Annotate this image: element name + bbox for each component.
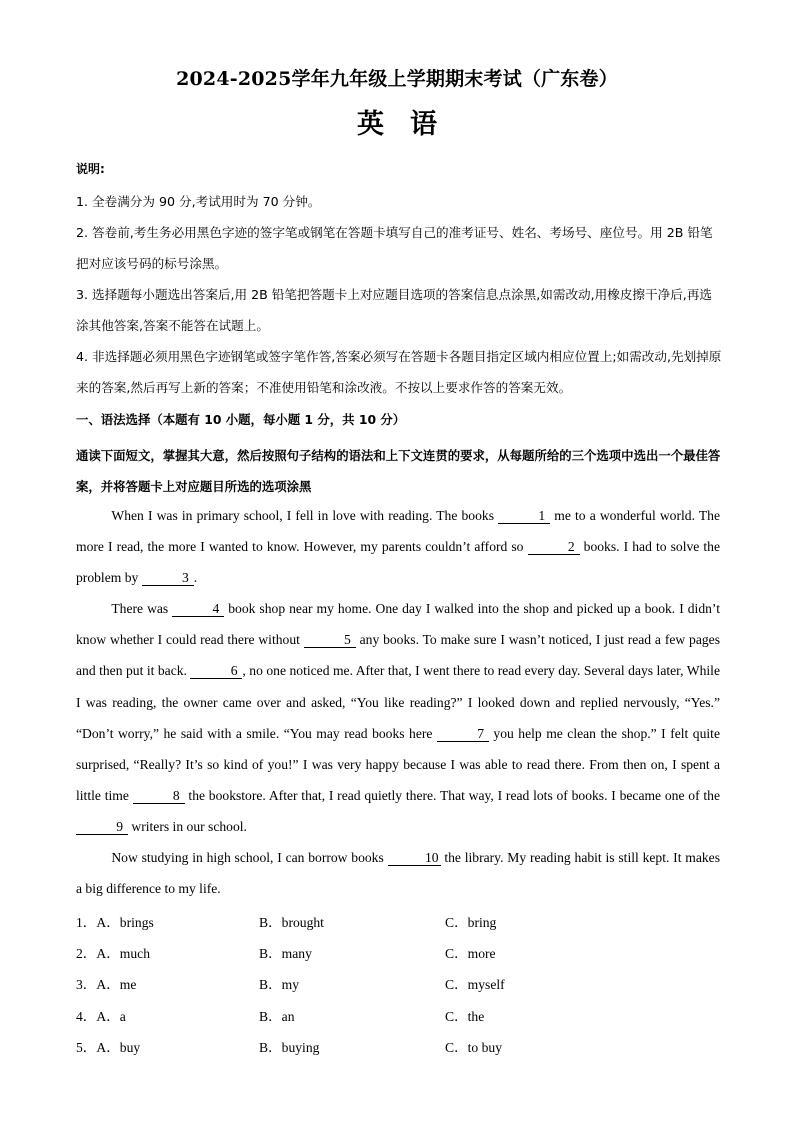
question-row bbox=[76, 999, 724, 1030]
exam-title: 2024-2025学年九年级上学期期末考试（广东卷） bbox=[176, 68, 618, 90]
passage-text: . bbox=[193, 570, 198, 586]
blank-4: 4 bbox=[172, 602, 224, 617]
passage-text: any books. To make sure I wasn’t noticed, I just read a few pages and then put it back. bbox=[76, 632, 720, 679]
blank-10: 10 bbox=[388, 851, 441, 866]
reading-passage bbox=[76, 500, 720, 904]
instructions-block bbox=[76, 160, 724, 403]
section-title: 一、语法选择（本题有 10 小题，每小题 1 分，共 10 分） bbox=[76, 412, 406, 427]
question-row bbox=[76, 905, 724, 936]
blank-8: 8 bbox=[133, 789, 185, 804]
option-c: C．the bbox=[445, 1008, 485, 1024]
option-c: C．myself bbox=[445, 977, 505, 993]
blank-9: 9 bbox=[76, 820, 128, 835]
option-b: B．an bbox=[259, 1008, 295, 1024]
option-a: 3．A．me bbox=[76, 977, 137, 993]
section-instruction: 通读下面短文，掌握其大意，然后按照句子结构的语法和上下文连贯的要求，从每题所给的三个选项中选出一个最佳答案，并将答题卡上对应题目所选的选项涂黑 bbox=[76, 448, 721, 494]
instruction-item: 3. 选择题每小题选出答案后,用 2B 铅笔把答题卡上对应题目选项的答案信息点涂黑,如需改动,用橡皮擦干净后,再选涂其他答案,答案不能答在试题上。 bbox=[76, 287, 713, 333]
passage-text: me to a wonderful world. The more I read, the more I wanted to know. However, my parents couldn’t afford so bbox=[76, 508, 720, 555]
subject-title: 英语 bbox=[357, 109, 463, 140]
passage-text: the library. My reading habit is still kept. It makes a big difference to my life. bbox=[76, 850, 721, 897]
instruction-item: 4. 非选择题必须用黑色字迹钢笔或签字笔作答,答案必须写在答题卡各题目指定区域内相应位置上;如需改动,先划掉原来的答案,然后再写上新的答案；不准使用铅笔和涂改液。不按以上要求作答的答案无效。 bbox=[76, 349, 722, 395]
passage-text: books. I had to solve the problem by bbox=[76, 539, 721, 586]
option-c: C．bring bbox=[445, 915, 497, 930]
passage-text: Now studying in high school, I can borrow books bbox=[111, 850, 388, 866]
answer-options bbox=[76, 905, 724, 1061]
question-row bbox=[76, 936, 724, 967]
blank-2: 2 bbox=[528, 540, 580, 555]
blank-5: 5 bbox=[304, 633, 356, 648]
passage-text: , no one noticed me. After that, I went there to read every day. Several days later, While I was reading, the owner came over and asked, “You like reading?” I looked down and replied nervously, “Yes.” “Don’t worry,” he said with a smile. “You may read books here bbox=[76, 663, 720, 741]
blank-3: 3 bbox=[142, 571, 194, 586]
passage-text: the bookstore. After that, I read quietly there. That way, I read lots of books. I became one of the bbox=[184, 787, 720, 803]
option-a: 2．A．much bbox=[76, 946, 151, 962]
option-b: B．buying bbox=[259, 1039, 320, 1055]
blank-1: 1 bbox=[498, 509, 550, 524]
blank-7: 7 bbox=[437, 727, 489, 742]
option-a: 5．A．buy bbox=[76, 1039, 141, 1055]
option-c: C．more bbox=[445, 946, 496, 962]
option-a: 4．A．a bbox=[76, 1008, 126, 1024]
instruction-item: 1. 全卷满分为 90 分,考试用时为 70 分钟。 bbox=[76, 194, 321, 209]
option-b: B．my bbox=[259, 977, 300, 993]
question-row bbox=[76, 1030, 724, 1061]
blank-6: 6 bbox=[190, 664, 242, 679]
option-b: B．brought bbox=[259, 915, 324, 930]
passage-text: When I was in primary school, I fell in love with reading. The books bbox=[111, 508, 499, 523]
option-a: 1．A．brings bbox=[76, 915, 154, 930]
passage-text: book shop near my home. One day I walked into the shop and picked up a book. I didn’t know whether I could read there without bbox=[76, 601, 720, 648]
question-row bbox=[76, 967, 724, 998]
instruction-item: 2. 答卷前,考生务必用黑色字迹的签字笔或钢笔在答题卡填写自己的准考证号、姓名、考场号、座位号。用 2B 铅笔把对应该号码的标号涂黑。 bbox=[76, 225, 713, 271]
option-c: C．to buy bbox=[445, 1039, 503, 1055]
passage-paragraph bbox=[76, 500, 720, 593]
passage-paragraph bbox=[76, 842, 720, 904]
passage-paragraph bbox=[76, 593, 720, 842]
passage-text: you help me clean the shop.” I felt quite surprised, “Really? It’s so kind of you!” I was very happy because I was able to read there. From then on, I spent a little time bbox=[76, 725, 720, 803]
passage-text: There was bbox=[111, 601, 173, 617]
instructions-heading: 说明: bbox=[76, 162, 105, 176]
option-b: B．many bbox=[259, 946, 312, 962]
passage-text: writers in our school. bbox=[128, 818, 247, 834]
